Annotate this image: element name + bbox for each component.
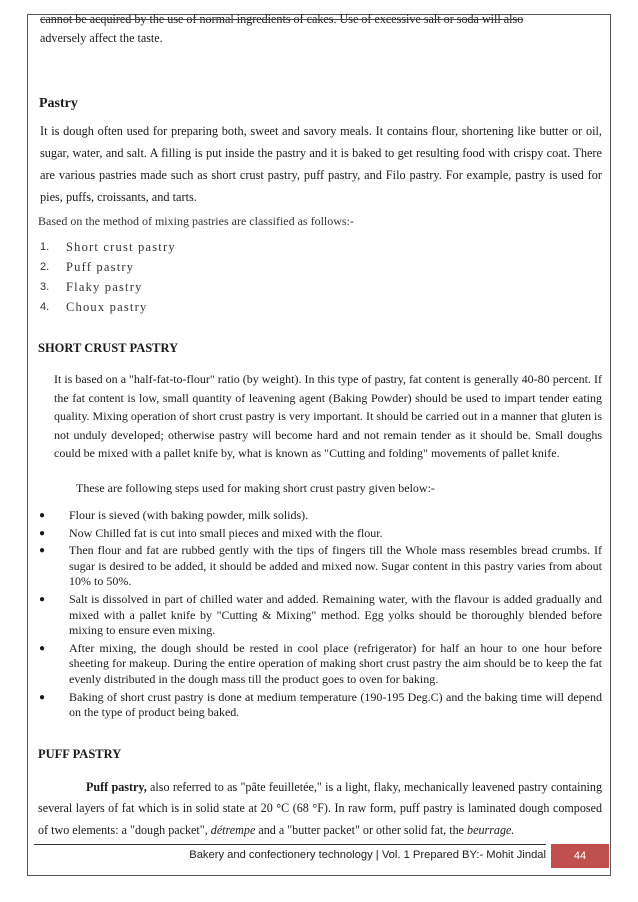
pastry-heading: Pastry: [39, 96, 78, 111]
list-item: [34, 526, 602, 542]
list-item: [34, 257, 602, 277]
page-number: 44: [551, 844, 609, 868]
bullet-icon: ●: [39, 545, 46, 557]
puff-text-2: and a "butter packet" or other solid fat, the: [255, 822, 468, 837]
step-text: Flour is sieved (with baking powder, milk solids).: [69, 507, 309, 522]
list-label: Short crust pastry: [66, 240, 176, 254]
list-item: [34, 237, 602, 257]
pastry-types-list: [34, 237, 602, 317]
puff-pastry-heading: PUFF PASTRY: [38, 746, 122, 761]
pastry-paragraph: It is dough often used for preparing both, sweet and savory meals. It contains flour, shortening like butter or oil, sugar, water, and salt. A filling is put inside the pastry and it is baked to get resulting food with crispy coat. There are various pastries made such as short crust pastry, puff pastry, and Filo pastry. For example, pastry is used for pies, puffs, croissants, and tarts.: [40, 124, 602, 204]
cut-off-line: cannot be acquired by the use of normal ingredients of cakes. Use of excessive salt or soda will also: [40, 12, 524, 26]
step-text: After mixing, the dough should be rested in cool place (refrigerator) for half an hour to one hour before sheeting for makeup. During the entire operation of making short crust pastry the aim should be to keep the fat evenly distributed in the dough mass till the product goes to oven for baking.: [69, 640, 602, 686]
bullet-icon: ●: [39, 509, 46, 521]
step-text: Now Chilled fat is cut into small pieces and mixed with the flour.: [69, 525, 383, 540]
puff-lead-term: Puff pastry,: [86, 779, 147, 794]
list-item: [34, 641, 602, 688]
list-number: 1.: [40, 241, 50, 253]
list-number: 3.: [40, 281, 50, 293]
list-label: Choux pastry: [66, 300, 148, 314]
footer-divider: [34, 844, 546, 845]
list-item: [34, 690, 602, 721]
list-item: [34, 297, 602, 317]
classification-intro: Based on the method of mixing pastries are classified as follows:-: [38, 214, 354, 228]
list-item: [34, 543, 602, 590]
step-text: Baking of short crust pastry is done at medium temperature (190-195 Deg.C) and the baking time will depend on the type of product being baked.: [69, 689, 602, 720]
list-item: [34, 592, 602, 639]
list-number: 4.: [40, 301, 50, 313]
detrempe-term: détrempe: [210, 822, 256, 837]
beurrage-term: beurrage.: [467, 822, 515, 837]
steps-list: [34, 508, 602, 721]
bullet-icon: ●: [39, 527, 46, 539]
bullet-icon: ●: [39, 642, 46, 654]
short-crust-heading: SHORT CRUST PASTRY: [38, 341, 179, 355]
list-item: [34, 277, 602, 297]
continued-text: [40, 10, 602, 48]
page-content: [34, 14, 602, 841]
short-crust-paragraph: It is based on a "half-fat-to-flour" ratio (by weight). In this type of pastry, fat content is generally 40-80 percent. If the fat content is low, small quantity of leavening agent (Baking Powder) should be used to impart tender eating quality. Mixing operation of short crust pastry is very important. It should be carried out in a manner that gluten is not unduly developed; otherwise pastry will become hard and not remain tender as it should be. Small doughs could be mixed with a pallet knife by, what is known as "Cutting and folding" movements of pallet knife.: [54, 372, 602, 461]
bullet-icon: ●: [39, 691, 46, 703]
list-number: 2.: [40, 261, 50, 273]
steps-intro: These are following steps used for making short crust pastry given below:-: [76, 480, 435, 495]
page-footer: [34, 844, 610, 866]
list-label: Flaky pastry: [66, 280, 143, 294]
footer-text: Bakery and confectionery technology | Vol. 1 Prepared BY:- Mohit Jindal: [189, 849, 546, 861]
puff-pastry-paragraph: [38, 777, 602, 842]
puff-text-1: also referred to as "pâte feuilletée," is a light, flaky, mechanically leavened pastry containing several layers of fat which is in solid state at 20 °C (68 °F). In raw form, puff pastry is laminated dough composed of two elements: a "dough packet",: [38, 779, 602, 837]
list-item: [34, 508, 602, 524]
step-text: Salt is dissolved in part of chilled water and added. Remaining water, with the flavour is added gradually and mixed with a pallet knife by "Cutting & Mixing" method. Egg yolks should be thoroughly blended before mixing to ensure even mixing.: [69, 591, 602, 638]
list-label: Puff pastry: [66, 260, 135, 274]
step-text: Then flour and fat are rubbed gently with the tips of fingers till the Whole mass resembles bread crumbs. If sugar is desired to be added, it should be added and mixed now. Sugar content in this pastry varies from about 10% to 50%.: [69, 543, 602, 589]
bullet-icon: ●: [39, 593, 46, 605]
continued-line: adversely affect the taste.: [40, 31, 163, 45]
